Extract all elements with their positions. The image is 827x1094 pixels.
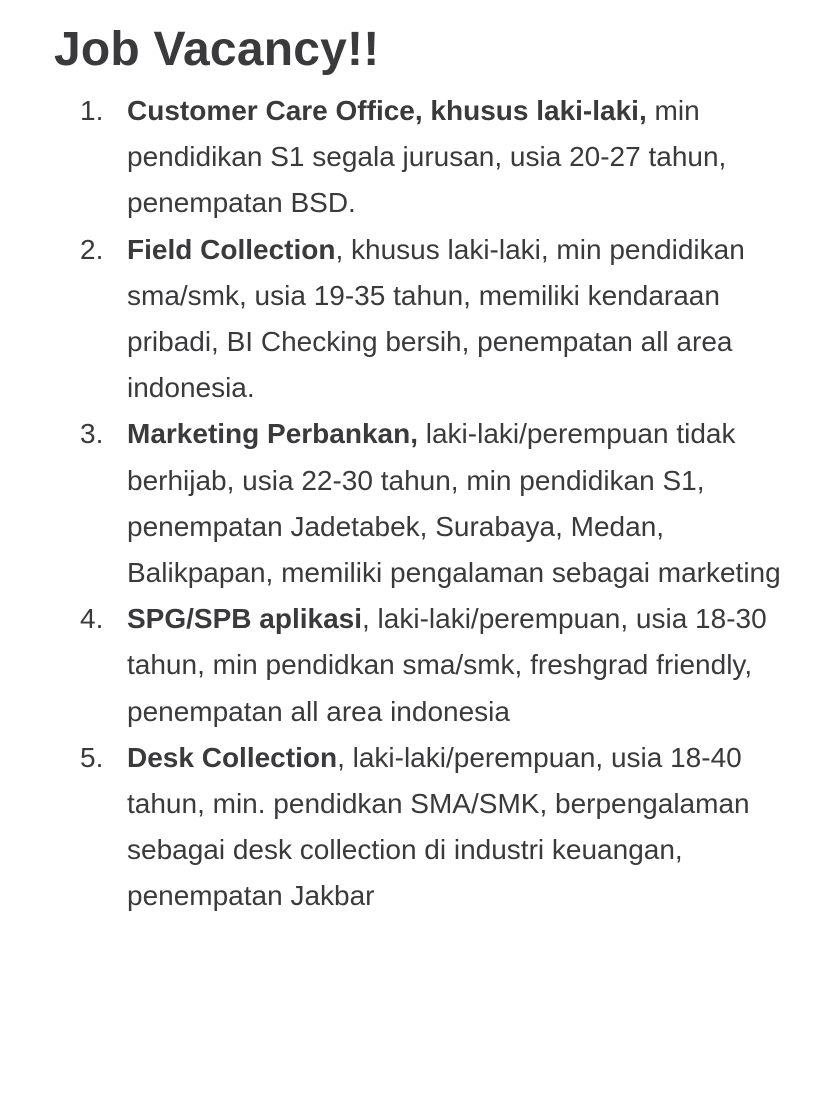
job-title: Desk Collection [127,741,338,773]
job-list [54,88,787,920]
job-item-desk-collection [54,735,787,920]
job-item-spg-spb [54,596,787,735]
job-number: 1. [80,95,104,126]
job-number: 3. [80,418,104,450]
job-number: 2. [80,233,104,265]
job-title: SPG/SPB aplikasi [127,603,362,635]
job-item-field-collection [54,227,787,412]
job-details: , laki-laki/perempuan, usia 18-30 tahun, min pendidkan sma/smk, freshgrad friendly, penempatan all area indonesia [127,603,767,727]
job-details: laki-laki/perempuan tidak berhijab, usia 22-30 tahun, min pendidikan S1, penempatan Jadetabek, Surabaya, Medan, Balikpapan, memiliki pengalaman sebagai marketing [127,418,781,589]
job-title: Field Collection [127,233,336,265]
job-title: Marketing Perbankan, [127,418,418,450]
job-details: min pendidikan S1 segala jurusan, usia 20-27 tahun, penempatan BSD. [127,95,727,219]
job-item-customer-care [54,88,787,227]
job-item-marketing-perbankan [54,411,787,596]
job-number: 4. [80,603,104,635]
page-title: Job Vacancy!! [54,23,380,76]
job-title: Customer Care Office, khusus laki-laki, [127,95,647,126]
job-number: 5. [80,741,104,773]
job-details: , laki-laki/perempuan, usia 18-40 tahun, min. pendidkan SMA/SMK, berpengalaman sebagai desk collection di industri keuangan, penempatan Jakbar [127,741,750,912]
job-details: , khusus laki-laki, min pendidikan sma/smk, usia 19-35 tahun, memiliki kendaraan pribadi, BI Checking bersih, penempatan all area indonesia. [127,233,745,404]
